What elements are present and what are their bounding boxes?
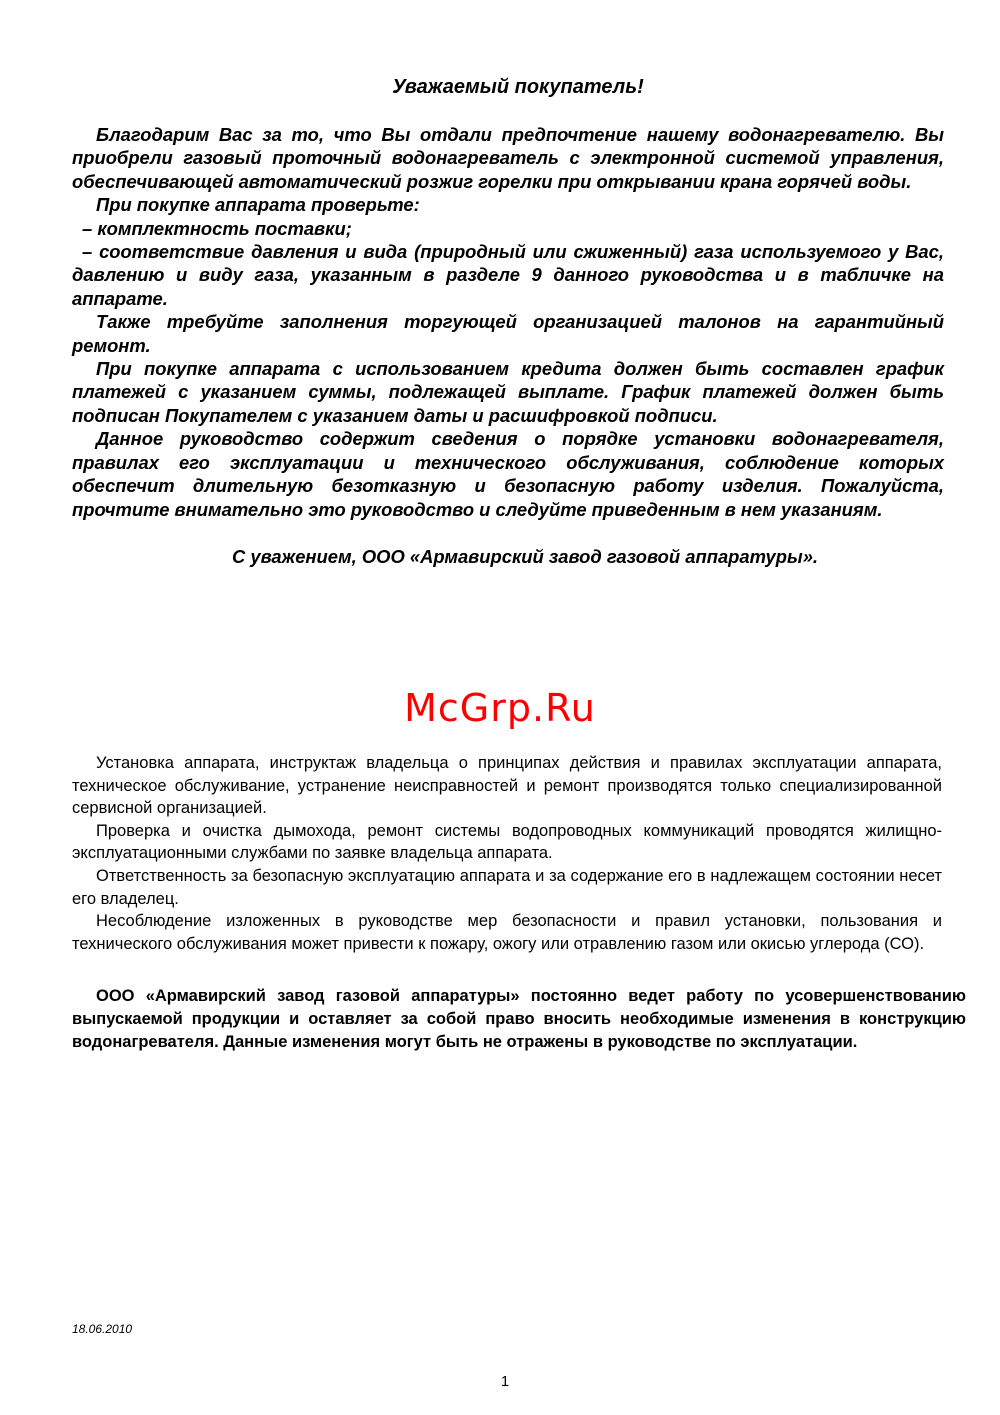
intro-paragraph-thanks: Благодарим Вас за то, что Вы отдали предпочтение нашему водонагревателю. Вы приобрели газовый проточный водонагреватель с электронной системой управления, обеспечивающей автоматический розжиг горелки при открывании крана горячей воды. (72, 124, 944, 192)
signature-line: С уважением, ООО «Армавирский завод газовой аппаратуры». (231, 545, 819, 567)
intro-text (72, 123, 944, 521)
intro-paragraph-manual: Данное руководство содержит сведения о порядке установки водонагревателя, правилах его эксплуатации и технического обслуживания, соблюдение которых обеспечит длительную безотказную и безопасную работу изделия. Пожалуйста, прочтите внимательно это руководство и следуйте приведенным в нем указаниям. (72, 428, 944, 520)
notes-paragraph-safety: Несоблюдение изложенных в руководстве мер безопасности и правил установки, пользования и технического обслуживания может привести к пожару, ожогу или отравлению газом или окисью углерода (СО). (72, 912, 942, 953)
service-notes (72, 752, 942, 955)
letter-section (72, 76, 944, 568)
manufacturer-notice (72, 985, 966, 1054)
notes-paragraph-responsibility: Ответственность за безопасную эксплуатацию аппарата и за содержание его в надлежащем состоянии несет его владелец. (72, 866, 942, 908)
salutation-heading: Уважаемый покупатель! (392, 76, 644, 98)
intro-paragraph-credit: При покупке аппарата с использованием кредита должен быть составлен график платежей с указанием суммы, подлежащей выплате. График платежей должен быть подписан Покупателем с указанием даты и расшифровкой подписи. (72, 358, 944, 426)
intro-list-item-gas-type: – соответствие давления и вида (природный или сжиженный) газа используемого у Вас, давлению и виду газа, указанным в разделе 9 данного руководства и в табличке на аппарате. (72, 241, 944, 309)
notes-paragraph-chimney: Проверка и очистка дымохода, ремонт системы водопроводных коммуникаций проводятся жилищно-эксплуатационными службами по заявке владельца аппарата. (72, 821, 942, 863)
page-number: 1 (500, 1373, 510, 1390)
notes-paragraph-installation: Установка аппарата, инструктаж владельца о принципах действия и правилах эксплуатации аппарата, техническое обслуживание, устранение неисправностей и ремонт производятся только специализированной сервисной организацией. (72, 754, 942, 818)
intro-paragraph-check: При покупке аппарата проверьте: (96, 194, 420, 216)
intro-paragraph-warranty: Также требуйте заполнения торгующей организацией талонов на гарантийный ремонт. (72, 311, 944, 356)
notice-paragraph: ООО «Армавирский завод газовой аппаратуры» постоянно ведет работу по усовершенствованию выпускаемой продукции и оставляет за собой право вносить необходимые изменения в конструкцию водонагревателя. Данные изменения могут быть не отражены в руководстве по эксплуатации. (72, 987, 966, 1051)
document-date: 18.06.2010 (72, 1322, 133, 1336)
intro-list-item-completeness: – комплектность поставки; (82, 217, 352, 239)
watermark-logo: McGrp.Ru (404, 686, 596, 730)
